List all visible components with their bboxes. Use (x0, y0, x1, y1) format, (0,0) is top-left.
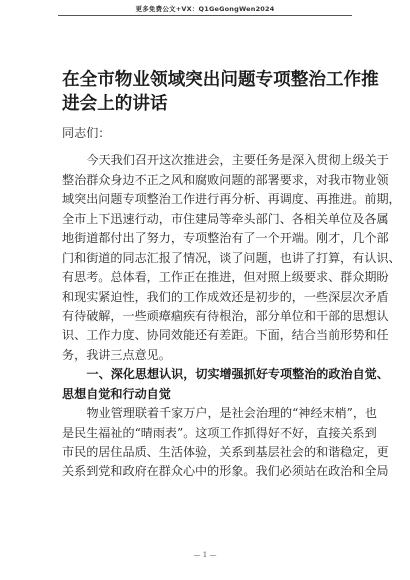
salutation-line: 同志们： (62, 126, 111, 140)
section-heading-1 (62, 365, 389, 404)
paragraph-intro (62, 151, 401, 365)
heading-line: 一、深化思想认识，切实增强抓好专项整治的政治自觉、 (86, 367, 389, 382)
paragraph-line: 整治群众身边不正之风和腐败问题的部署要求，对我市物业领 (62, 172, 389, 187)
document-body (62, 124, 401, 482)
paragraph-line: 有待破解，一些顽瘴痼疾有待根治，部分单位和干部的思想认 (62, 308, 389, 323)
paragraph-line: 有思考。总体看，工作正在推进，但对照上级要求、群众期盼 (62, 270, 389, 285)
paragraph-line: 是民生福祉的“晴雨表”。这项工作抓得好不好，直接关系到 (62, 425, 377, 440)
paragraph-section-1 (62, 404, 389, 482)
paragraph-line: 物业管理联着千家万户，是社会治理的“神经末梢”，也 (86, 406, 378, 421)
paragraph-line: 市民的居住品质、生活体验，关系到基层社会的和谐稳定，更 (62, 445, 389, 459)
header-rule (58, 15, 352, 16)
heading-line: 思想自觉和行动自觉 (62, 386, 171, 401)
paragraph-line: 全市上下迅速行动，市住建局等牵头部门、各相关单位及各属 (62, 211, 389, 226)
paragraph-line: 地街道都付出了努力，专项整治有了一个开端。刚才，几个部 (62, 231, 389, 246)
paragraph-line: 今天我们召开这次推进会，主要任务是深入贯彻上级关于 (86, 153, 389, 168)
document-title (62, 68, 379, 116)
paragraph-line: 域突出问题专项整治工作进行再分析、再调度、再推进。前期， (62, 192, 401, 207)
page-number: — 1 — (193, 551, 217, 559)
paragraph-line: 和现实紧迫性，我们的工作成效还是初步的，一些深层次矛盾 (62, 289, 389, 304)
title-line: 进会上的讲话 (62, 94, 168, 114)
paragraph-line: 关系到党和政府在群众心中的形象。我们必须站在政治和全局 (62, 464, 389, 479)
paragraph-line: 门和街道的同志汇报了情况，谈了问题，也讲了打算，有认识、 (62, 250, 401, 265)
paragraph-line: 务，我讲三点意见。 (62, 347, 171, 362)
salutation (62, 124, 358, 143)
title-line: 在全市物业领域突出问题专项整治工作推 (62, 70, 379, 90)
paragraph-line: 识、工作力度、协同效能还有差距。下面，结合当前形势和任 (62, 328, 389, 343)
promo-banner: 更多免费公文+VX：Q1GeGongWen2024 (135, 5, 275, 13)
